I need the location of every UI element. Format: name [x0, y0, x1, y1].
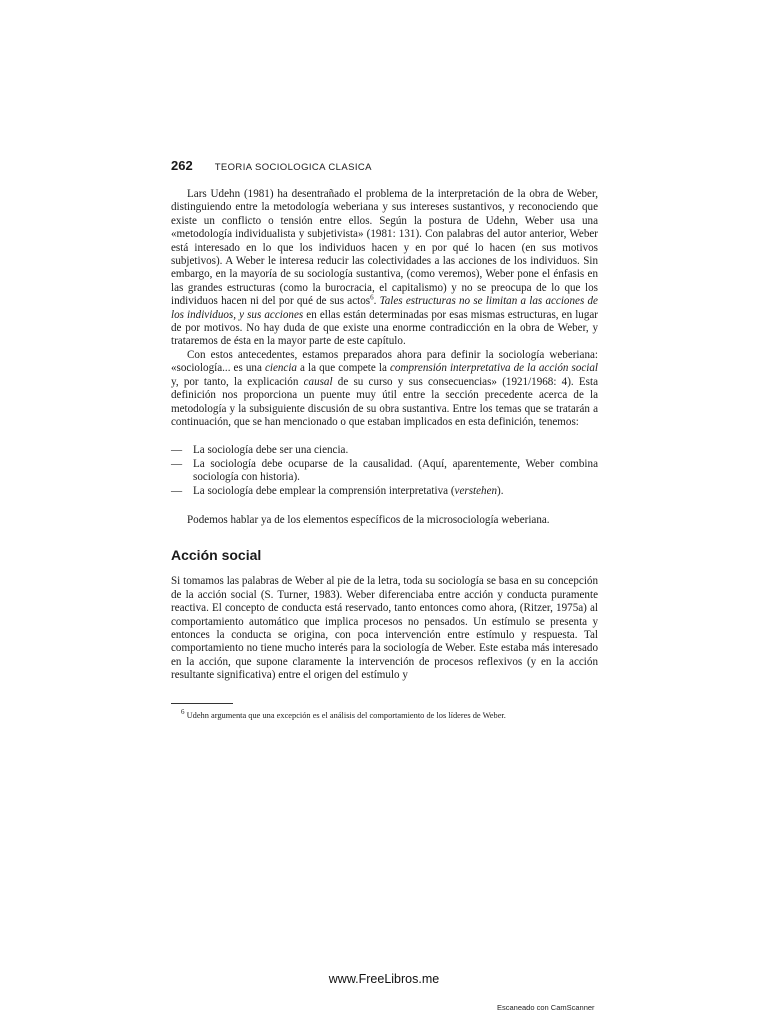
list-item-text [193, 485, 598, 498]
book-page [171, 158, 598, 721]
paragraph-microsociology: Podemos hablar ya de los elementos específicos de la microsociología weberiana. [187, 513, 550, 526]
paragraph-definition [171, 349, 598, 429]
definition-text-g: de su curso y sus consecuencias» (1921/1968: 4). Esta definición nos proporciona un puente muy útil entre la sección precedente acerca de la metodología y la subsiguiente discusión de su obra sustantiva. Entre los temas que se tratarán a continuación, que se han mencionado o que estaban implicados en esta definición, tenemos: [171, 375, 598, 428]
paragraph-social-action: Si tomamos las palabras de Weber al pie de la letra, toda su sociología se basa en su concepción de la acción social (S. Turner, 1983). Weber diferenciaba entre acción y conducta puramente reactiva. El concepto de conducta está reservado, tanto entonces como ahora, (Ritzer, 1975a) al comportamiento automático que implica procesos no pensados. Un estímulo se presenta y entonces la conducta se origina, con poca intervención entre estímulo y respuesta. Tal comportamiento no tiene mucho interés para la sociología de Weber. Este estaba más interesado en la acción, que supone claramente la intervención de procesos reflexivos (y en la acción resultante significativa) entre el origen del estímulo y [171, 575, 598, 682]
list-item-text-b: ). [497, 484, 504, 497]
paragraph-udehn-text-b: . [373, 295, 380, 308]
topics-list [171, 444, 598, 498]
paragraph-udehn-text-d: en ellas están determinadas por esas mismas estructuras, en lugar de por motivos. No hay duda de que existe una enorme contradicción en la obra de Weber, y trataremos de ésta en la mayor parte de este capítulo. [171, 308, 598, 348]
italic-comprension: comprensión interpretativa de la acción social [389, 362, 599, 375]
running-title: TEORIA SOCIOLOGICA CLASICA [214, 162, 372, 173]
list-item [171, 458, 598, 485]
definition-text-c: a la que compete la [296, 362, 390, 375]
paragraph-udehn [171, 188, 598, 349]
footnote-text: Udehn argumenta que una excepción es el análisis del comportamiento de los líderes de Weber. [184, 710, 506, 720]
footnote-reference: 6 [370, 293, 374, 302]
list-item [171, 485, 598, 498]
list-item-text: La sociología debe ocuparse de la causalidad. (Aquí, aparentemente, Weber combina sociología con historia). [193, 457, 598, 484]
list-dash: — [171, 457, 183, 470]
italic-causal: causal [303, 375, 333, 388]
list-item-text-a: La sociología debe emplear la comprensión interpretativa ( [193, 484, 455, 497]
list-item-text: La sociología debe ser una ciencia. [193, 444, 349, 457]
page-number: 262 [171, 158, 193, 173]
site-watermark: www.FreeLibros.me [328, 972, 440, 986]
footnote-divider [171, 703, 233, 704]
running-header [171, 158, 598, 173]
italic-verstehen: verstehen [454, 484, 498, 497]
footnote-number: 6 [181, 707, 185, 716]
list-dash: — [171, 444, 183, 457]
definition-text-a: Con estos antecedentes, estamos preparados ahora para definir la sociología weberiana: «sociología... es una [171, 348, 598, 375]
list-dash: — [171, 484, 183, 497]
footnote [171, 707, 598, 721]
list-item [171, 444, 598, 457]
scanner-watermark: Escaneado con CamScanner [497, 1003, 595, 1012]
paragraph-udehn-text: Lars Udehn (1981) ha desentrañado el problema de la interpretación de la obra de Weber, distinguiendo entre la metodología weberiana y sus intereses sustantivos, y reconociendo que existe un conflicto o tensión entre ellos. Según la postura de Udehn, Weber usa una «metodología individualista y subjetivista» (1981: 131). Con palabras del autor anterior, Weber está interesado en lo que los individuos hacen y en por qué lo hacen (en sus motivos subjetivos). A Weber le interesa reducir las colectividades a las acciones de los individuos. Sin embargo, en la mayoría de su sociología sustantiva, (como veremos), Weber pone el énfasis en las grandes estructuras (como la burocracia, el capitalismo) y no se preocupa de lo que los individuos hacen ni del por qué de sus actos [171, 188, 598, 308]
definition-text-e: y, por tanto, la explicación [171, 375, 304, 388]
italic-ciencia: ciencia [264, 362, 297, 375]
section-heading: Acción social [171, 547, 262, 564]
italic-phrase-structures: Tales estructuras no se limitan a las acciones de los individuos, y sus acciones [171, 295, 598, 321]
